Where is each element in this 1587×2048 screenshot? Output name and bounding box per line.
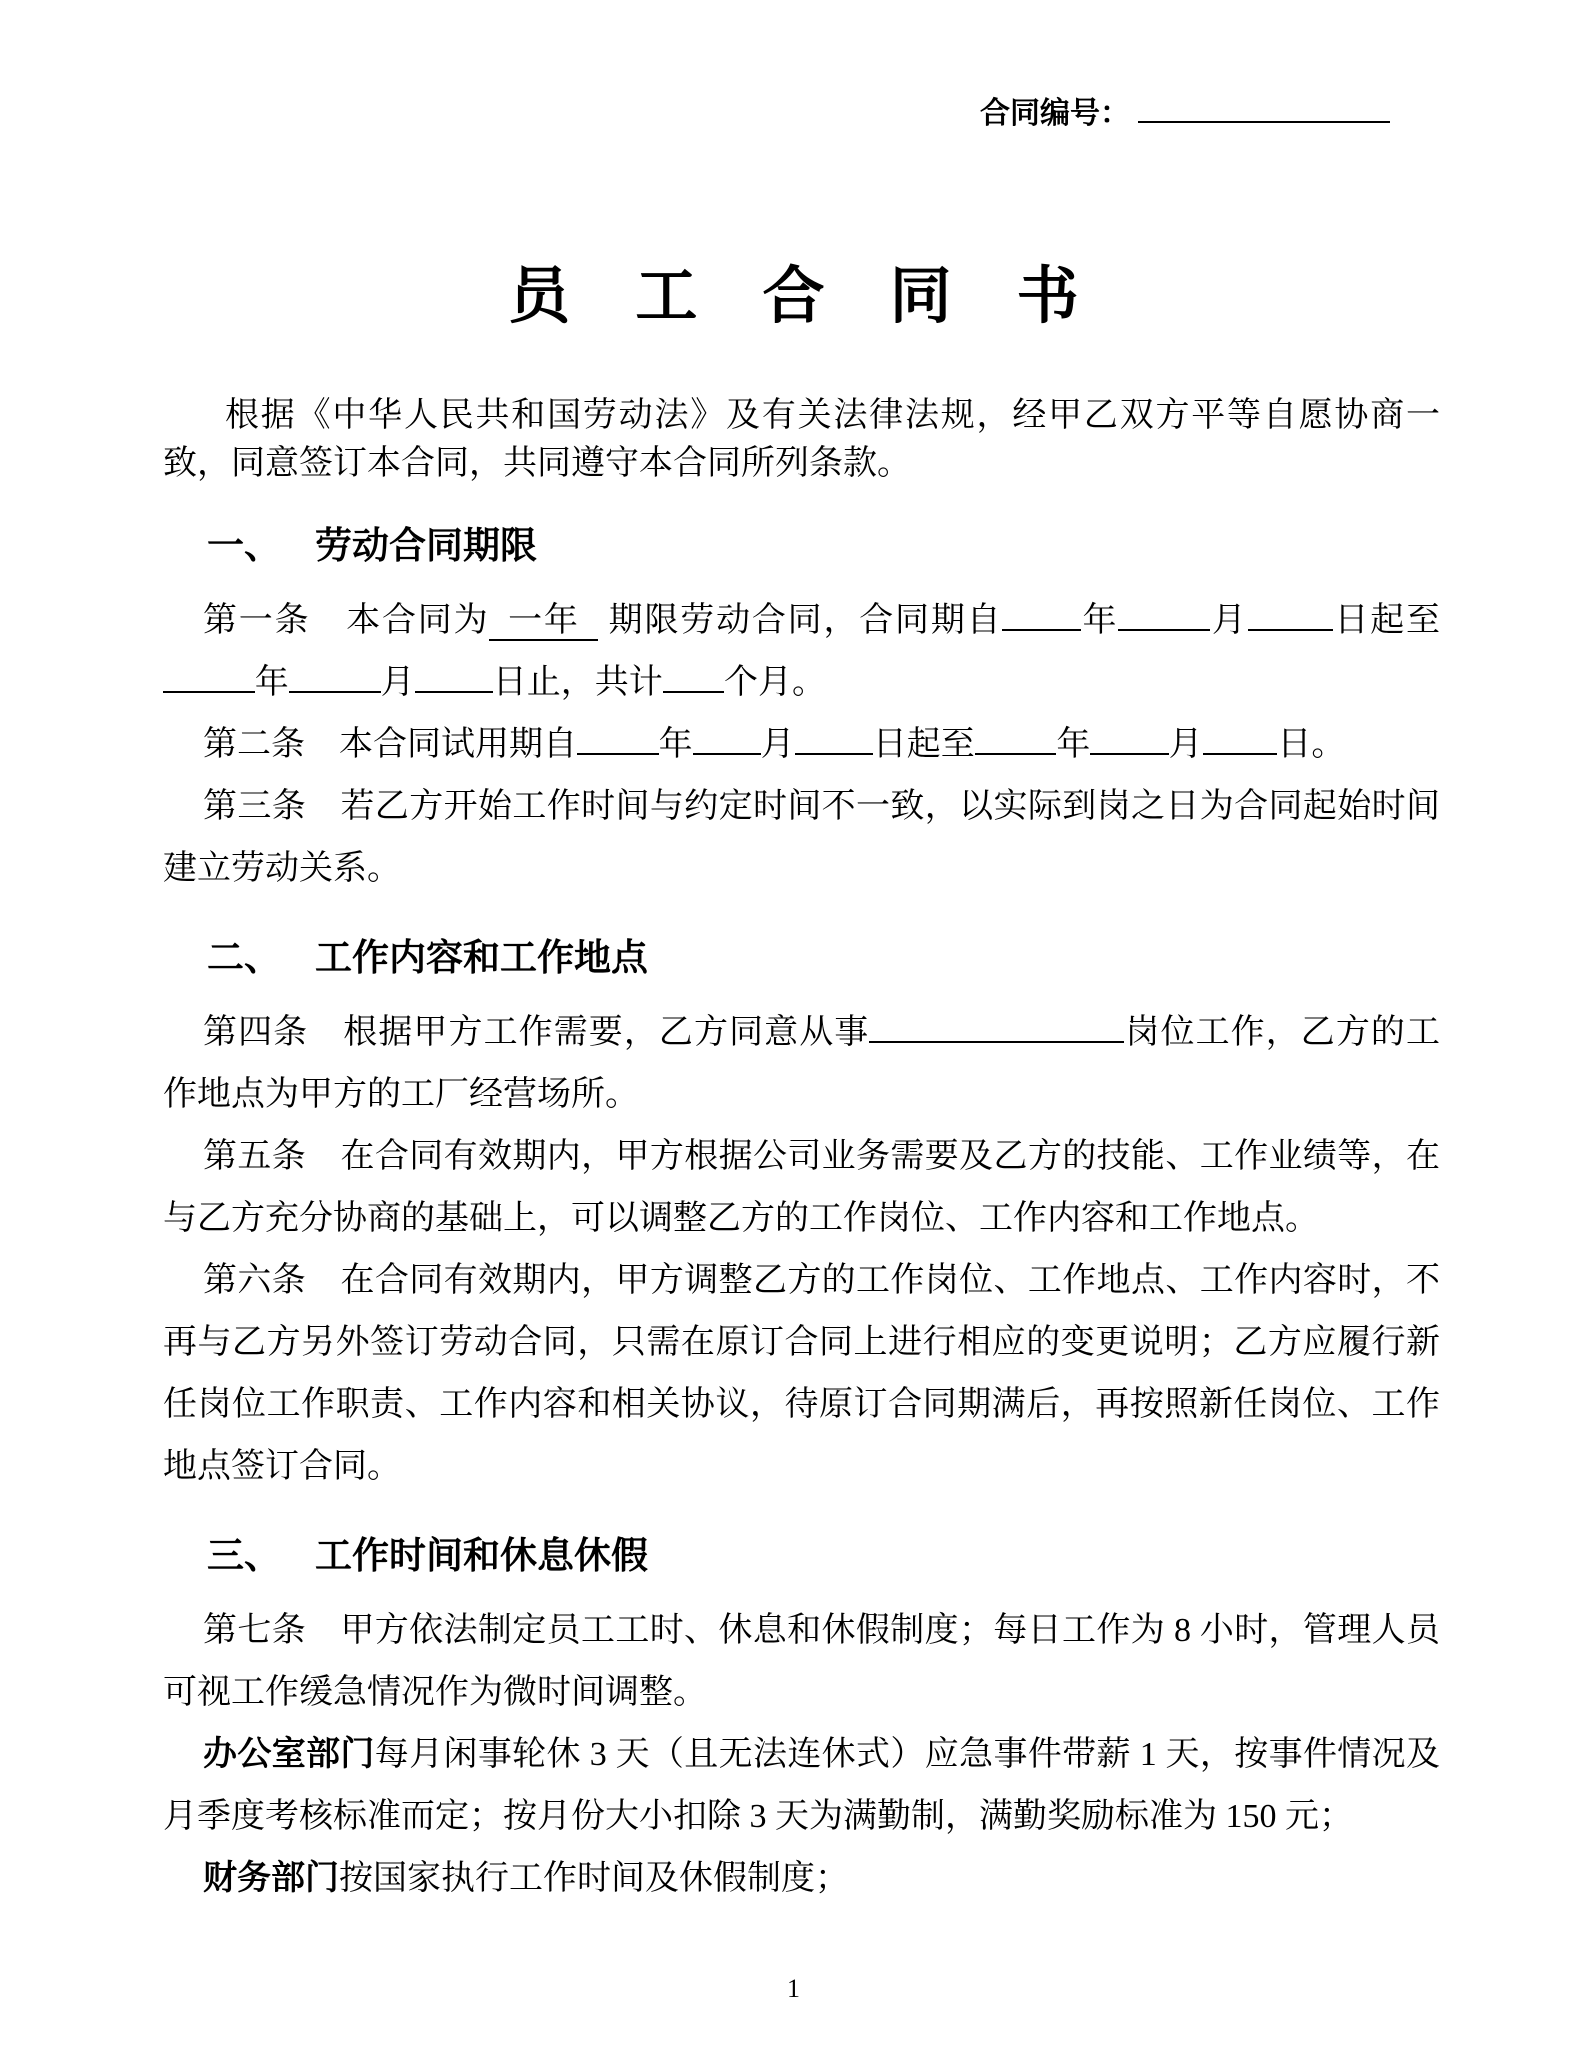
text-run: 第七条 甲方依法制定员工工时、休息和休假制度；每日工作为 8 小时，管理人员可视工作缓急情况作为微时间调整。	[163, 1612, 1440, 1711]
text-run: 年	[1056, 726, 1091, 763]
page-number: 1	[787, 1974, 800, 2003]
text-run: 岗位工作，乙方的工作地点为甲方的工厂经营场所。	[163, 1014, 1441, 1113]
document-title-text: 员工合同书	[508, 263, 1144, 331]
blank-underline	[663, 688, 724, 693]
blank-underline	[795, 750, 873, 755]
section-title: 工作时间和休息休假	[315, 1536, 648, 1577]
section-number: 二、	[207, 938, 281, 979]
blank-underline	[693, 750, 761, 755]
text-run: 根据《中华人民共和国劳动法》及有关法律法规，经甲乙双方平等自愿协商一致，同意签订本合同，共同遵守本合同所列条款。	[163, 397, 1440, 482]
text-run: 年	[658, 726, 693, 763]
contract-number-label: 合同编号：	[980, 97, 1130, 130]
contract-number-blank	[1138, 117, 1390, 123]
text-run: 月	[1168, 726, 1203, 763]
section-heading	[163, 1526, 1440, 1588]
clause-paragraph	[163, 714, 1440, 776]
filled-blank: 一年	[489, 602, 598, 641]
text-run: 年	[254, 664, 289, 701]
intro-paragraph	[163, 392, 1440, 488]
text-run: 期限劳动合同，合同期自	[598, 602, 1003, 639]
blank-underline	[1090, 750, 1168, 755]
text-run: 第二条 本合同试用期自	[203, 726, 577, 763]
text-run: 每月闲事轮休 3 天（且无法连休式）应急事件带薪 1 天，按事件情况及月季度考核标准而定；按月份大小扣除 3 天为满勤制，满勤奖励标准为 150 元；	[163, 1736, 1441, 1835]
blank-underline	[1002, 626, 1080, 631]
text-run: 月	[380, 664, 415, 701]
clause-paragraph	[163, 590, 1440, 714]
text-run: 第四条 根据甲方工作需要，乙方同意从事	[203, 1014, 870, 1051]
clause-paragraph	[163, 1600, 1440, 1724]
text-run: 日起至	[1332, 602, 1441, 639]
section-title: 工作内容和工作地点	[315, 938, 648, 979]
text-run: 第五条 在合同有效期内，甲方根据公司业务需要及乙方的技能、工作业绩等，在与乙方充分协商的基础上，可以调整乙方的工作岗位、工作内容和工作地点。	[163, 1138, 1440, 1237]
text-run: 日止，共计	[492, 664, 663, 701]
blank-underline	[415, 688, 493, 693]
clause-paragraph	[163, 776, 1440, 900]
blank-underline	[1248, 626, 1333, 631]
document-title	[0, 254, 1587, 340]
document-body	[163, 392, 1440, 1910]
clause-paragraph	[163, 1848, 1440, 1910]
blank-underline	[869, 1038, 1124, 1043]
blank-underline	[163, 688, 255, 693]
clause-paragraph	[163, 1724, 1440, 1848]
text-run: 第六条 在合同有效期内，甲方调整乙方的工作岗位、工作地点、工作内容时，不再与乙方另外签订劳动合同，只需在原订合同上进行相应的变更说明；乙方应履行新任岗位工作职责、工作内容和相关协议，待原订合同期满后，再按照新任岗位、工作地点签订合同。	[163, 1262, 1440, 1485]
blank-underline	[1118, 626, 1210, 631]
blank-underline	[975, 750, 1057, 755]
text-run: 月	[760, 726, 795, 763]
blank-underline	[289, 688, 381, 693]
bold-text-run: 财务部门	[203, 1860, 339, 1897]
bold-text-run: 办公室部门	[203, 1736, 375, 1773]
clause-paragraph	[163, 1126, 1440, 1250]
text-run: 年	[1080, 602, 1119, 639]
section-title: 劳动合同期限	[315, 526, 537, 567]
contract-number-row	[0, 0, 1587, 136]
text-run: 第一条 本合同为	[203, 602, 490, 639]
text-run: 第三条 若乙方开始工作时间与约定时间不一致，以实际到岗之日为合同起始时间建立劳动关系。	[163, 788, 1440, 887]
clause-paragraph	[163, 1250, 1440, 1498]
clause-paragraph	[163, 1002, 1440, 1126]
blank-underline	[577, 750, 659, 755]
text-run: 日起至	[872, 726, 975, 763]
text-run: 按国家执行工作时间及休假制度；	[339, 1860, 849, 1897]
text-run: 月	[1210, 602, 1248, 639]
section-heading	[163, 928, 1440, 990]
blank-underline	[1203, 750, 1278, 755]
text-run: 个月。	[723, 664, 826, 701]
text-run: 日。	[1277, 726, 1346, 763]
section-heading	[163, 516, 1440, 578]
section-number: 三、	[207, 1536, 281, 1577]
section-number: 一、	[207, 526, 281, 567]
